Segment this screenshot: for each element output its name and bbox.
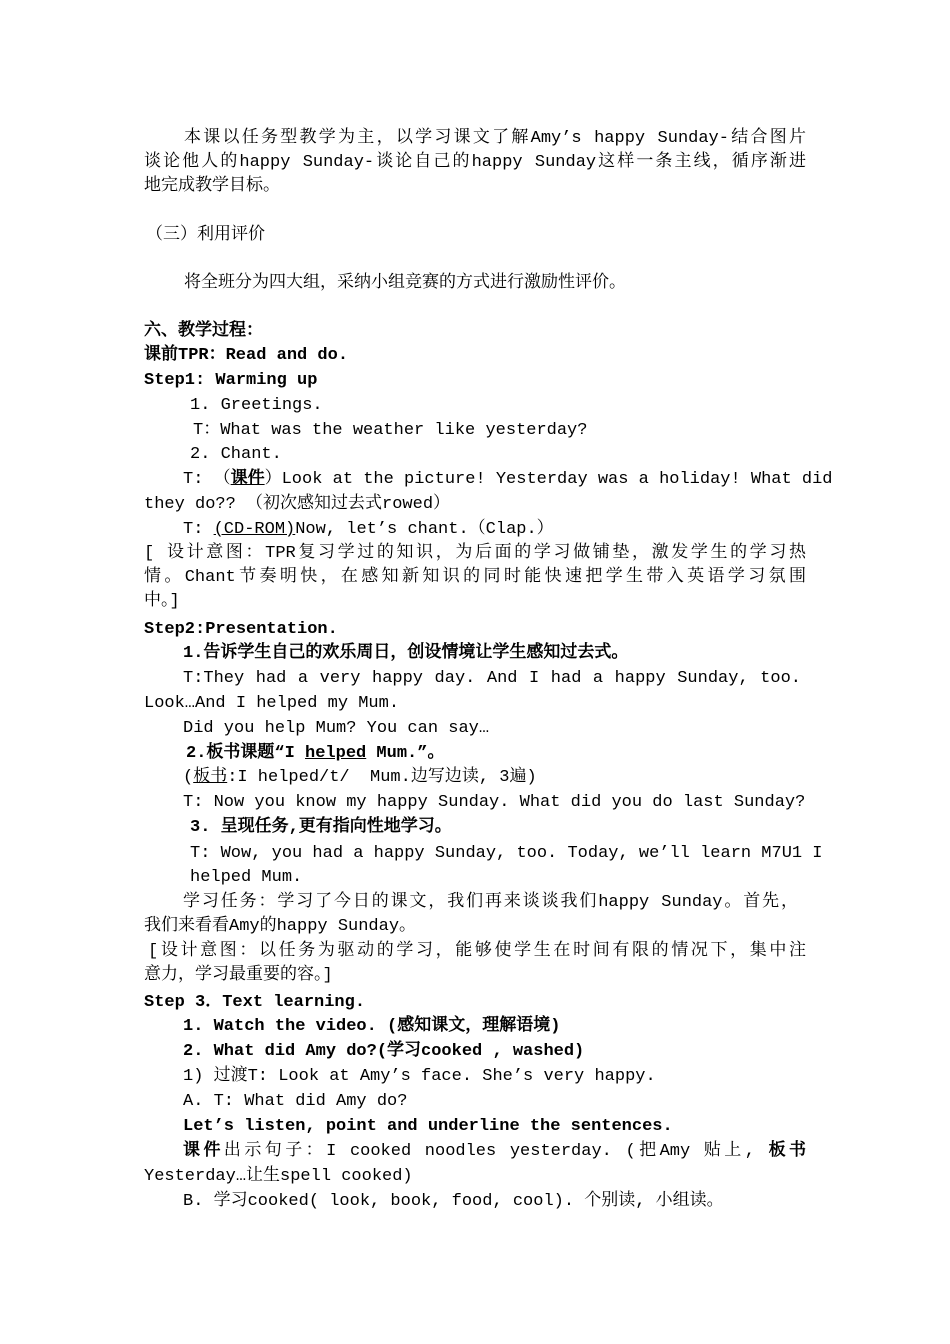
text-line — [193, 419, 587, 443]
text-run: [ 设计意图：TPR复习学过的知识，为后面的学习做铺垫，激发学生的学习热 — [144, 544, 806, 563]
section-heading — [144, 320, 263, 344]
text-run: 情。Chant节奏明快，在感知新知识的同时能快速把学生带入英语学习氛围 — [144, 568, 806, 587]
text-line — [183, 1040, 584, 1064]
text-line — [190, 866, 302, 890]
text-run: 2. What did Amy do?(学习cooked , washed) — [183, 1042, 585, 1061]
text-line — [183, 468, 833, 492]
text-run: 谈论他人的happy Sunday-谈论自己的happy Sunday这样一条主线，循序渐进 — [144, 153, 806, 172]
text-line — [144, 175, 280, 199]
text-line — [183, 1015, 560, 1039]
text-run: 出示句子：I cooked noodles yesterday. (把Amy 贴上, — [223, 1142, 769, 1161]
text-line — [190, 816, 452, 840]
text-run: Let’s listen, point and underline the sentences. — [183, 1117, 673, 1136]
text-run: A. T: What did Amy do? — [183, 1092, 408, 1111]
text-run: T: — [183, 520, 214, 539]
text-line — [144, 692, 399, 716]
text-run: Step2:Presentation. — [144, 620, 338, 639]
text-run: 意力，学习最重要的容。] — [144, 966, 333, 985]
text-line — [144, 151, 806, 175]
text-run: 课件 — [183, 1142, 224, 1161]
text-line — [190, 443, 282, 467]
text-run: :I helped/t/ Mum.边写边读, 3遍) — [227, 768, 537, 787]
text-run: 2. Chant. — [190, 445, 282, 464]
text-line — [190, 394, 323, 418]
text-line — [144, 493, 450, 517]
text-run: T:They had a very happy day. And I had a happy Sunday, too. — [183, 669, 801, 688]
text-line — [183, 642, 628, 666]
text-run: 学习任务：学习了今日的课文，我们再来谈谈我们happy Sunday。首先， — [183, 893, 798, 912]
text-run: 本课以任务型教学为主，以学习课文了解Amy’s happy Sunday-结合图片 — [184, 129, 806, 148]
text-run: 板书 — [768, 1142, 807, 1161]
text-run: helped — [305, 744, 367, 763]
text-line — [183, 891, 798, 915]
text-line — [144, 964, 333, 988]
text-line — [183, 667, 801, 691]
text-run: 课件 — [230, 470, 265, 489]
text-line — [144, 1165, 413, 1189]
text-run: 地完成教学目标。 — [144, 177, 280, 196]
text-line — [184, 127, 806, 151]
text-line — [144, 590, 180, 614]
text-run: Look…And I helped my Mum. — [144, 694, 400, 713]
text-line — [184, 272, 626, 296]
text-line — [144, 344, 348, 368]
text-run: 课前TPR：Read and do. — [144, 346, 349, 365]
text-run: Now, let’s chant.（Clap.） — [295, 520, 554, 539]
text-run: T: Now you know my happy Sunday. What did you do last Sunday? — [183, 793, 806, 812]
text-line — [148, 940, 806, 964]
text-run: 板书 — [193, 768, 228, 787]
text-run: 1.告诉学生自己的欢乐周日，创设情境让学生感知过去式。 — [183, 644, 629, 663]
text-run: 1. Greetings. — [190, 396, 323, 415]
text-run: ）Look at the picture! Yesterday was a holiday! What did — [264, 470, 833, 489]
text-run: [设计意图：以任务为驱动的学习，能够使学生在时间有限的情况下，集中注 — [148, 942, 806, 961]
step-heading — [144, 991, 365, 1015]
section-heading — [146, 224, 265, 248]
text-run: 3. 呈现任务,更有指向性地学习。 — [190, 818, 452, 837]
text-run: 我们来看看Amy的happy Sunday。 — [144, 917, 417, 936]
text-run: 1) 过渡T: Look at Amy’s face. She’s very happy. — [183, 1067, 656, 1086]
step-heading — [144, 369, 317, 393]
text-line — [183, 791, 805, 815]
text-run: T: Wow, you had a happy Sunday, too. Today, we’ll learn M7U1 I — [190, 844, 823, 863]
text-run: Yesterday…让生spell cooked) — [144, 1167, 413, 1186]
text-line — [183, 1090, 407, 1114]
text-line — [183, 766, 537, 790]
text-line — [183, 1140, 806, 1164]
text-run: T：What was the weather like yesterday? — [193, 421, 588, 440]
text-run: Step1: Warming up — [144, 371, 318, 390]
text-run: (CD-ROM) — [213, 520, 296, 539]
text-run: 六、教学过程： — [144, 322, 263, 341]
step-heading — [144, 618, 338, 642]
text-run: 1. Watch the video. (感知课文，理解语境) — [183, 1017, 561, 1036]
text-line — [186, 742, 444, 766]
text-line — [183, 518, 554, 542]
text-line — [183, 1065, 656, 1089]
text-run: （三）利用评价 — [146, 226, 265, 245]
text-run: B. 学习cooked( look, book, food, cool). 个别读, 小组读。 — [183, 1192, 724, 1211]
text-run: Mum.”。 — [366, 744, 445, 763]
text-run: helped Mum. — [190, 868, 303, 887]
text-line — [144, 542, 806, 566]
text-run: 中。] — [144, 592, 180, 611]
text-line — [190, 842, 823, 866]
text-run: ( — [183, 768, 194, 787]
text-line — [144, 566, 806, 590]
text-run: 2.板书课题“I — [186, 744, 306, 763]
text-line — [183, 1190, 724, 1214]
text-run: 将全班分为四大组，采纳小组竞赛的方式进行激励性评价。 — [184, 274, 626, 293]
text-run: Did you help Mum? You can say… — [183, 719, 490, 738]
text-run: they do?? （初次感知过去式rowed） — [144, 495, 451, 514]
text-run: T: （ — [183, 470, 231, 489]
text-line — [183, 1115, 673, 1139]
text-line — [144, 915, 416, 939]
text-run: Step 3．Text learning. — [144, 993, 366, 1012]
text-line — [183, 717, 489, 741]
